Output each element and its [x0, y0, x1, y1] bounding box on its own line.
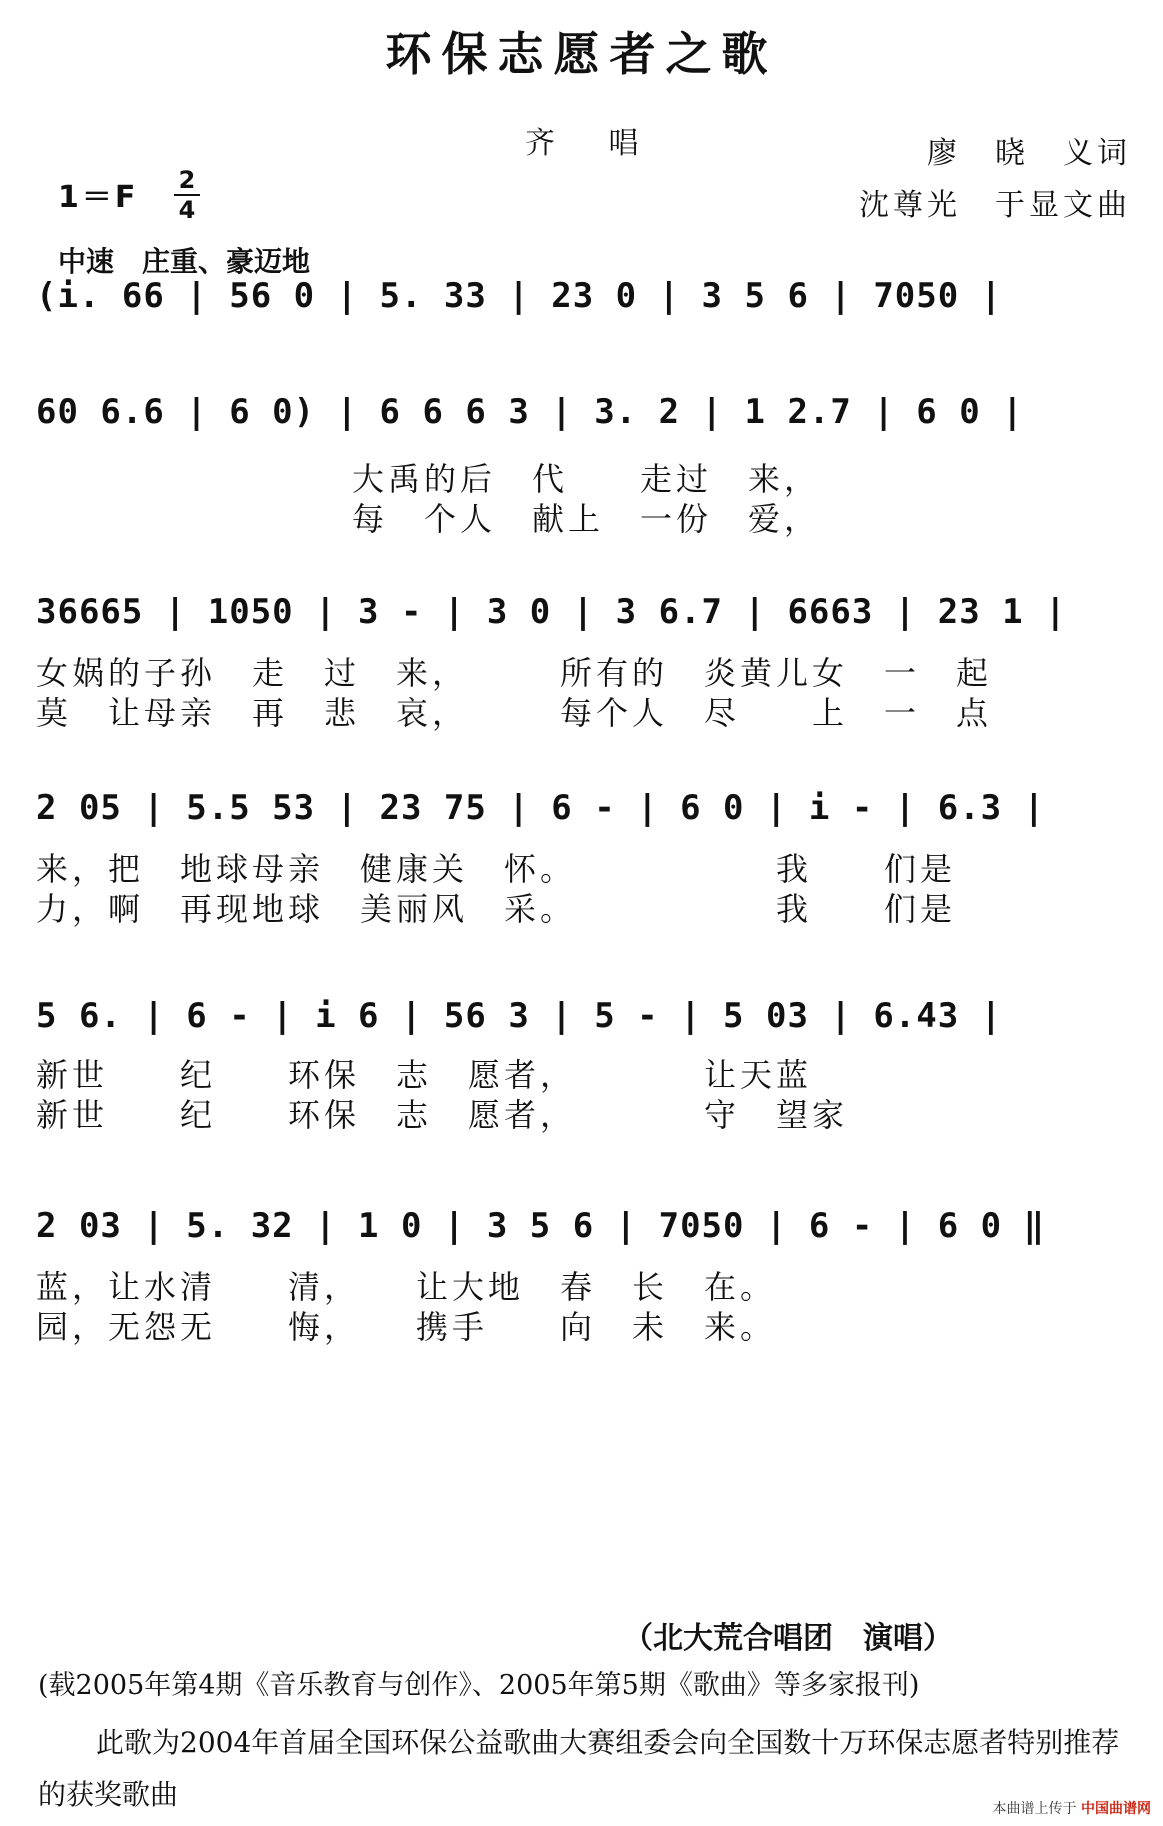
staff-5-notes: 5 6. | 6 - | i 6 | 56 3 | 5 - | 5 03 | 6.43 | — [36, 996, 1003, 1036]
song-title: 环保志愿者之歌 — [385, 27, 778, 81]
staff-6-lyric-2: 园，无怨无 悔， 携手 向 未 来。 — [36, 1308, 777, 1346]
song-note: 此歌为2004年首届全国环保公益歌曲大赛组委会向全国数十万环保志愿者特别推荐的获奖歌曲 — [38, 1726, 1120, 1811]
site-logo: 中国曲谱网 — [1081, 1801, 1151, 1817]
staff-4-notes: 2 05 | 5.5 53 | 23 75 | 6 - | 6 0 | i - | 6.3 | — [36, 788, 1046, 828]
time-signature-top: 2 — [178, 166, 196, 194]
tempo-marking: 中速 庄重、豪迈地 — [58, 245, 311, 278]
staff-4-lyric-1: 来，把 地球母亲 健康关 怀。 我 们是 — [36, 850, 957, 888]
staff-4 — [0, 788, 1163, 928]
staff-6-notes: 2 03 | 5. 32 | 1 0 | 3 5 6 | 7050 | 6 - | 6 0 ‖ — [36, 1206, 1046, 1246]
staff-2 — [0, 392, 1163, 538]
staff-3-lyric-1: 女娲的子孙 走 过 来， 所有的 炎黄儿女 一 起 — [36, 654, 993, 692]
staff-2-lyric-2: 每 个人 献上 一份 爱， — [352, 500, 821, 538]
time-signature-bottom: 4 — [178, 196, 196, 224]
staff-1 — [0, 276, 1163, 406]
staff-3 — [0, 592, 1163, 732]
staff-3-lyric-2: 莫 让母亲 再 悲 哀， 每个人 尽 上 一 点 — [36, 694, 993, 732]
staff-1-notes: (i. 66 | 56 0 | 5. 33 | 23 0 | 3 5 6 | 7050 | — [36, 276, 1003, 316]
upload-watermark — [993, 1798, 1151, 1818]
staff-5-lyric-2: 新世 纪 环保 志 愿者， 守 望家 — [36, 1096, 849, 1134]
staff-2-lyric-1: 大禹的后 代 走过 来， — [352, 460, 821, 498]
lyricist-credit: 廖 晓 义词 — [927, 136, 1131, 171]
time-signature — [174, 168, 200, 222]
staff-4-lyric-2: 力，啊 再现地球 美丽风 采。 我 们是 — [36, 890, 957, 928]
key-signature: 1＝F — [58, 180, 139, 215]
publication-source: (载2005年第4期《音乐教育与创作》、2005年第5期《歌曲》等多家报刊) — [38, 1670, 920, 1701]
staff-2-notes: 60 6.6 | 6 0) | 6 6 6 3 | 3. 2 | 1 2.7 | 6 0 | — [36, 392, 1024, 432]
staff-6-lyric-1: 蓝，让水清 清， 让大地 春 长 在。 — [36, 1268, 777, 1306]
staff-5-lyric-1: 新世 纪 环保 志 愿者， 让天蓝 — [36, 1056, 813, 1094]
upload-label: 本曲谱上传于 — [992, 1801, 1077, 1817]
staff-5 — [0, 996, 1163, 1134]
performer-credit: （北大荒合唱团 演唱） — [623, 1621, 953, 1656]
staff-6 — [0, 1206, 1163, 1346]
composer-credit: 沈尊光 于显文曲 — [859, 188, 1131, 223]
performance-style: 齐 唱 — [525, 126, 661, 161]
staff-3-notes: 36665 | 1050 | 3 - | 3 0 | 3 6.7 | 6663 | 23 1 | — [36, 592, 1067, 632]
